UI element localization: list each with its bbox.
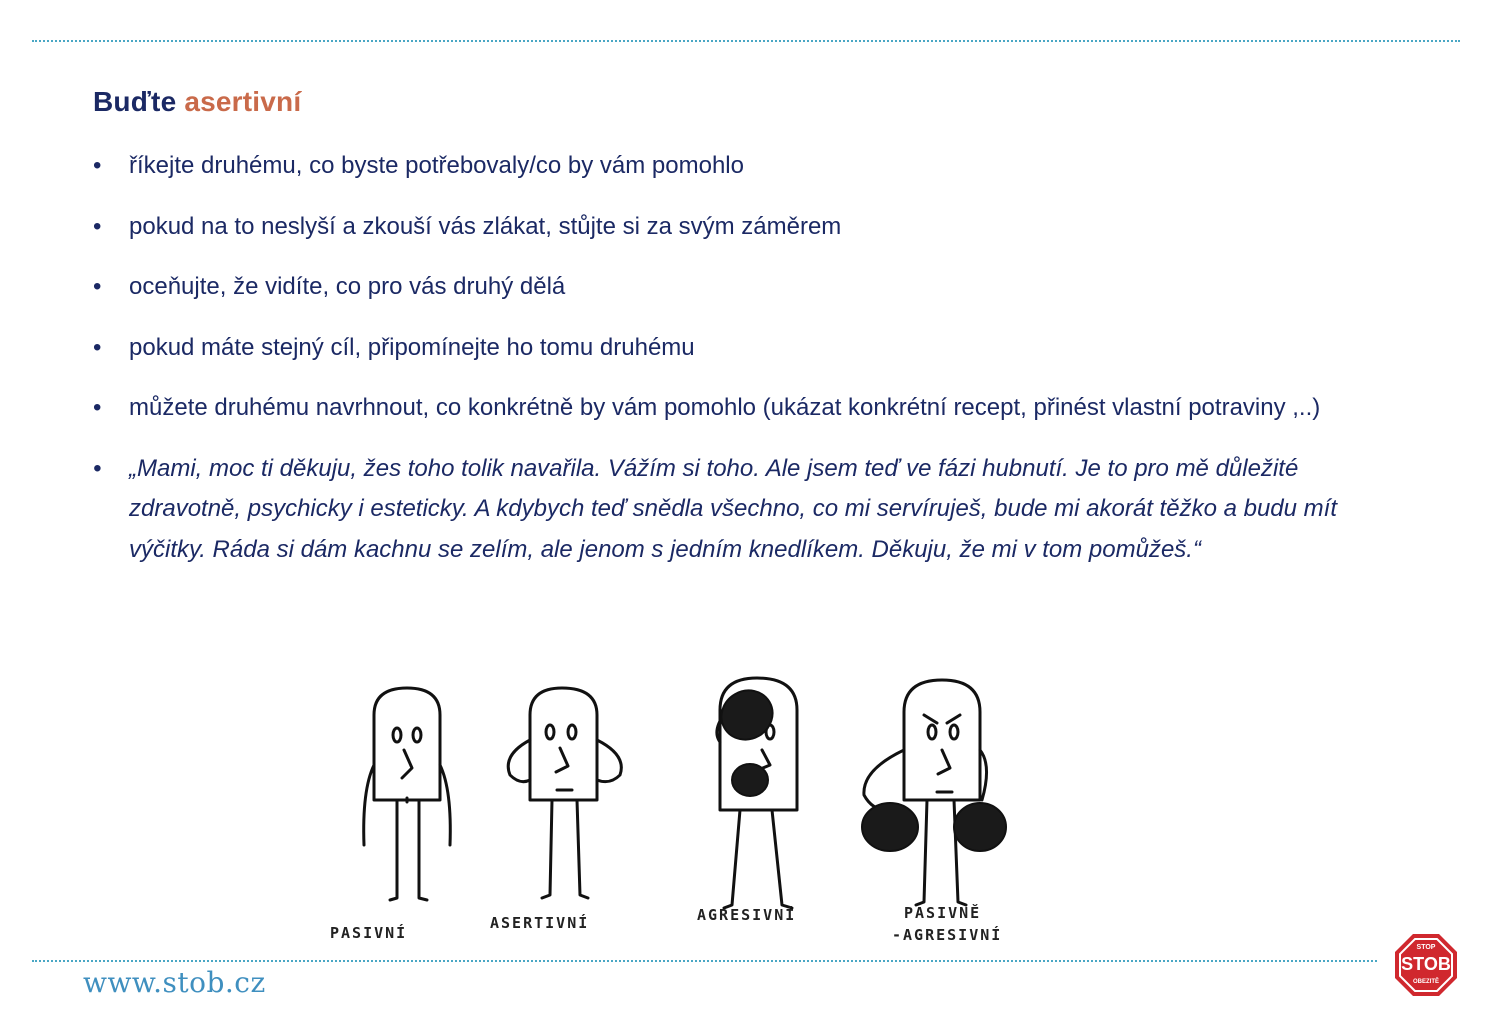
bullet-list <box>93 146 1383 590</box>
label-aggressive: AGRESIVNÍ <box>697 906 797 924</box>
logo-bottom-text: OBEZITĚ <box>1412 979 1440 985</box>
bottom-dotted-divider <box>32 960 1377 962</box>
passive-aggressive-figure <box>864 680 987 905</box>
bullet-item <box>93 207 1383 248</box>
label-passive-aggressive-line2: -AGRESIVNÍ <box>892 926 1003 944</box>
bullet-text: pokud máte stejný cíl, připomínejte ho tomu druhému <box>129 333 695 361</box>
label-passive-aggressive-line1: PASIVNĚ <box>904 904 982 922</box>
bullet-text: říkejte druhému, co byste potřebovaly/co by vám pomohlo <box>129 152 744 179</box>
bullet-item <box>93 388 1383 429</box>
stob-logo-icon <box>1393 932 1459 998</box>
bullet-dot: • <box>93 273 102 300</box>
label-assertive: ASERTIVNÍ <box>490 914 590 932</box>
bullet-item-quote <box>93 449 1383 571</box>
assertive-figure <box>508 688 621 898</box>
bullet-dot: • <box>93 454 102 482</box>
bullet-dot: • <box>93 152 102 179</box>
passive-figure <box>364 688 451 900</box>
bullet-item <box>93 146 1383 187</box>
title-part-1: Buďte <box>93 86 177 117</box>
bullet-item <box>93 267 1383 308</box>
label-passive: PASIVNÍ <box>330 924 408 942</box>
bullet-dot: • <box>93 333 102 361</box>
bullet-text: pokud na to neslyší a zkouší vás zlákat, stůjte si za svým záměrem <box>129 212 842 240</box>
bullet-item <box>93 328 1383 369</box>
illustration-svg <box>292 670 1062 950</box>
communication-styles-illustration <box>292 670 1062 950</box>
title-part-2-accent: asertivní <box>184 86 302 117</box>
passive-aggressive-fist-left <box>862 803 918 851</box>
bullet-dot: • <box>93 212 102 240</box>
slide-title <box>93 86 301 118</box>
bullet-dot: • <box>93 394 102 421</box>
logo-top-text: STOP <box>1416 944 1436 951</box>
stob-logo <box>1393 932 1459 998</box>
bullet-text-quote: „Mami, moc ti děkuju, žes toho tolik navařila. Vážím si toho. Ale jsem teď ve fázi hubnutí. Je to pro mě důležité zdravotně, psychicky i esteticky. A kdybych teď snědla všechno, co mi servíruješ, bude mi akorát těžko a budu mít výčitky. Ráda si dám kachnu se zelím, ale jenom s jedním knedlíkem. Děkuju, že mi v tom pomůžeš.“ <box>129 454 1337 563</box>
top-dotted-divider <box>32 40 1460 42</box>
logo-main-text: STOB <box>1401 954 1451 974</box>
bullet-text: můžete druhému navrhnout, co konkrétně by vám pomohlo (ukázat konkrétní recept, přinést vlastní potraviny ,..) <box>129 394 1321 421</box>
aggressive-glove-lower <box>732 764 768 796</box>
footer-url[interactable]: www.stob.cz <box>83 966 266 999</box>
bullet-text: oceňujte, že vidíte, co pro vás druhý dělá <box>129 273 566 300</box>
passive-aggressive-fist-right <box>954 803 1006 851</box>
